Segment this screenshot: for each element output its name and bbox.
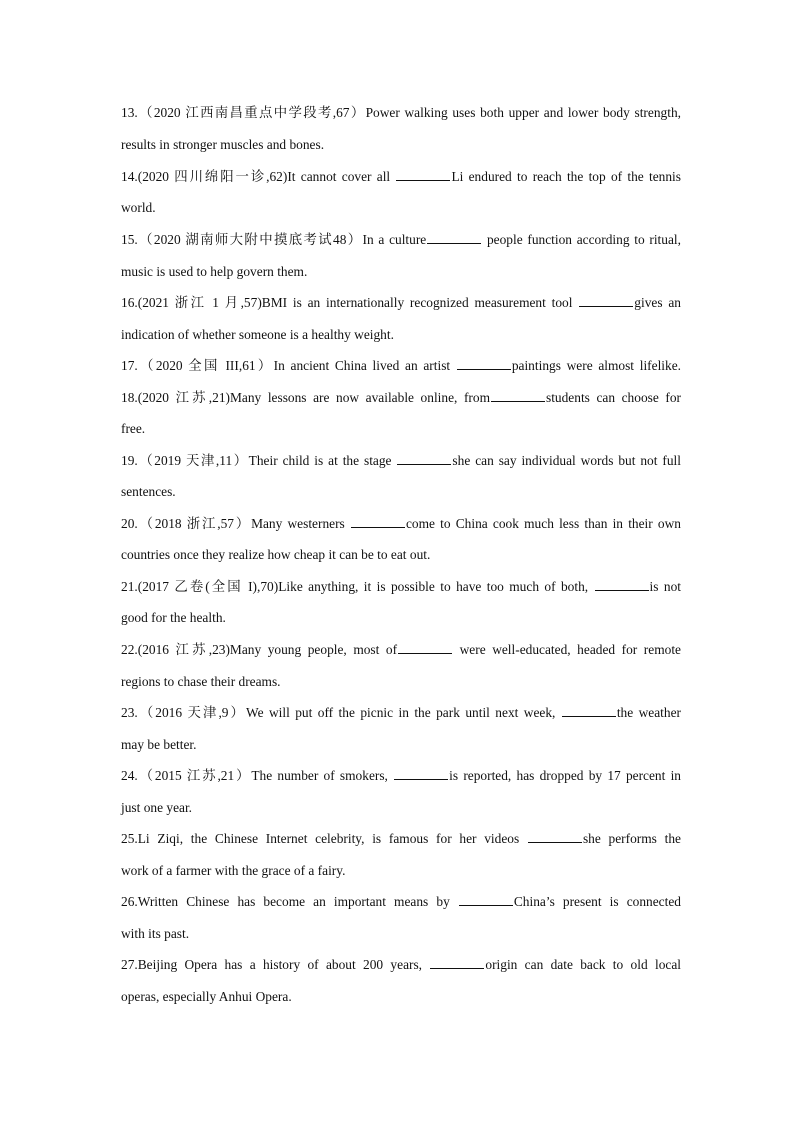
answer-blank[interactable] <box>351 515 405 528</box>
question-22-line-2 <box>121 673 681 691</box>
question-number: 19. <box>121 453 138 468</box>
question-18-line-2 <box>121 420 681 438</box>
question-text: Many westerners <box>251 516 345 531</box>
question-text: she performs the <box>582 831 681 846</box>
question-24-line-1 <box>121 767 681 785</box>
question-text-continued: countries once they realize how cheap it can be to eat out. <box>121 547 431 562</box>
question-14-line-2 <box>121 199 681 217</box>
answer-blank[interactable] <box>459 893 513 906</box>
question-text: We will put off the picnic in the park until next week, <box>246 705 556 720</box>
question-23-line-1 <box>121 704 681 722</box>
question-text-continued: operas, especially Anhui Opera. <box>121 989 292 1004</box>
question-text: gives an <box>634 295 681 310</box>
question-text: The number of smokers, <box>251 768 388 783</box>
answer-blank[interactable] <box>396 168 450 181</box>
question-source: (2020 四川绵阳一诊,62) <box>137 169 288 184</box>
question-text: is not <box>649 579 681 594</box>
question-text: Like anything, it is possible to have too much of both, <box>278 579 589 594</box>
question-15-line-1 <box>121 231 681 249</box>
question-26-line-1 <box>121 893 681 911</box>
question-source: （2020 江西南昌重点中学段考,67） <box>137 105 366 120</box>
question-number: 13. <box>121 105 138 120</box>
question-text-continued: just one year. <box>121 800 193 815</box>
question-text: In ancient China lived an artist <box>273 358 451 373</box>
answer-blank[interactable] <box>595 578 649 591</box>
question-18-line-1 <box>121 389 681 407</box>
question-21-line-1 <box>121 578 681 596</box>
question-source: （2020 湖南师大附中摸底考试48） <box>137 232 363 247</box>
question-number: 23. <box>121 705 138 720</box>
question-text-continued: music is used to help govern them. <box>121 264 308 279</box>
question-source: （2019 天津,11） <box>137 453 249 468</box>
question-text-continued: with its past. <box>121 926 190 941</box>
question-text: origin can date back to old local <box>485 957 681 972</box>
question-19-line-1 <box>121 452 681 470</box>
question-source: （2018 浙江,57） <box>137 516 252 531</box>
question-number: 27. <box>121 957 138 972</box>
question-text: Power walking uses both upper and lower body strength, <box>365 105 681 120</box>
question-23-line-2 <box>121 736 681 754</box>
question-number: 16. <box>121 295 138 310</box>
answer-blank[interactable] <box>398 641 452 654</box>
question-source: （2015 江苏,21） <box>137 768 252 783</box>
question-number: 26. <box>121 894 138 909</box>
question-text: Li endured to reach the top of the tennis <box>451 169 681 184</box>
question-source: （2020 全国 III,61） <box>137 358 274 373</box>
question-16-line-2 <box>121 326 681 344</box>
question-text: Many young people, most of <box>229 642 398 657</box>
question-text: come to China cook much less than in their own <box>405 516 681 531</box>
question-number: 22. <box>121 642 138 657</box>
question-27-line-1 <box>121 956 681 974</box>
question-13-line-1 <box>121 104 681 122</box>
answer-blank[interactable] <box>562 704 616 717</box>
question-text-continued: good for the health. <box>121 610 226 625</box>
question-text: In a culture <box>362 232 427 247</box>
question-text: Li Ziqi, the Chinese Internet celebrity, is famous for her videos <box>137 831 520 846</box>
question-text: paintings were almost lifelike. <box>511 358 681 373</box>
question-number: 24. <box>121 768 138 783</box>
answer-blank[interactable] <box>427 231 481 244</box>
question-text: students can choose for <box>545 390 681 405</box>
question-number: 25. <box>121 831 138 846</box>
question-text-continued: work of a farmer with the grace of a fairy. <box>121 863 346 878</box>
answer-blank[interactable] <box>528 830 582 843</box>
question-13-line-2 <box>121 136 681 154</box>
answer-blank[interactable] <box>457 357 511 370</box>
question-text-continued: results in stronger muscles and bones. <box>121 137 325 152</box>
question-15-line-2 <box>121 263 681 281</box>
question-25-line-2 <box>121 862 681 880</box>
answer-blank[interactable] <box>397 452 451 465</box>
answer-blank[interactable] <box>430 956 484 969</box>
question-text-continued: sentences. <box>121 484 176 499</box>
question-text: It cannot cover all <box>287 169 391 184</box>
question-21-line-2 <box>121 609 681 627</box>
question-text: Many lessons are now available online, from <box>230 390 490 405</box>
question-text: BMI is an internationally recognized measurement tool <box>261 295 573 310</box>
question-text: is reported, has dropped by 17 percent in <box>449 768 681 783</box>
question-text: Beijing Opera has a history of about 200 years, <box>137 957 423 972</box>
answer-blank[interactable] <box>491 389 545 402</box>
question-20-line-1 <box>121 515 681 533</box>
question-source: （2016 天津,9） <box>137 705 247 720</box>
question-26-line-2 <box>121 925 681 943</box>
question-number: 15. <box>121 232 138 247</box>
question-text-continued: free. <box>121 421 146 436</box>
question-source: (2017 乙卷(全国 I),70) <box>137 579 279 594</box>
question-22-line-1 <box>121 641 681 659</box>
question-text: China’s present is connected <box>513 894 681 909</box>
question-16-line-1 <box>121 294 681 312</box>
question-text: she can say individual words but not full <box>452 453 681 468</box>
question-24-line-2 <box>121 799 681 817</box>
question-text: Their child is at the stage <box>248 453 392 468</box>
question-number: 18. <box>121 390 138 405</box>
question-number: 17. <box>121 358 138 373</box>
answer-blank[interactable] <box>579 294 633 307</box>
question-text-continued: regions to chase their dreams. <box>121 674 281 689</box>
question-number: 20. <box>121 516 138 531</box>
question-text-continued: may be better. <box>121 737 197 752</box>
question-text-continued: indication of whether someone is a healthy weight. <box>121 327 394 342</box>
question-source: (2020 江苏,21) <box>137 390 231 405</box>
question-number: 14. <box>121 169 138 184</box>
question-17-line-1 <box>121 357 681 375</box>
question-20-line-2 <box>121 546 681 564</box>
question-text-continued: world. <box>121 200 156 215</box>
question-number: 21. <box>121 579 138 594</box>
question-27-line-2 <box>121 988 681 1006</box>
question-19-line-2 <box>121 483 681 501</box>
question-text: people function according to ritual, <box>486 232 681 247</box>
question-text: Written Chinese has become an important means by <box>137 894 450 909</box>
question-text: the weather <box>616 705 681 720</box>
question-14-line-1 <box>121 168 681 186</box>
question-text: were well-educated, headed for remote <box>459 642 681 657</box>
question-source: (2016 江苏,23) <box>137 642 230 657</box>
question-25-line-1 <box>121 830 681 848</box>
answer-blank[interactable] <box>394 767 448 780</box>
question-source: (2021 浙江 1 月,57) <box>137 295 262 310</box>
